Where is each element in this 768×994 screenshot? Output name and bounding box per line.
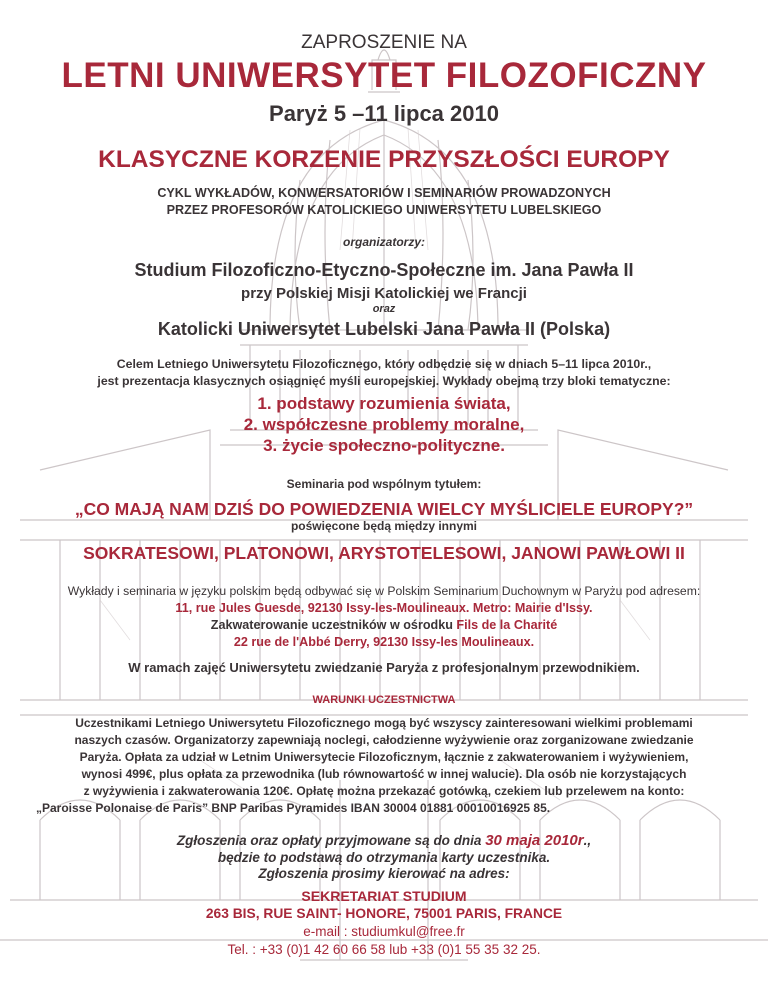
contact-address: 263 BIS, RUE SAINT- HONORE, 75001 PARIS, FRANCE: [205, 906, 563, 921]
aim-line2: jest prezentacja klasycznych osiągnięć myśli europejskiej. Wykłady obejmą trzy bloki tematyczne:: [97, 374, 671, 388]
seminars-dedication: poświęcone będą między innymi: [290, 519, 478, 533]
theme-subtitle-line2: PRZEZ PROFESORÓW KATOLICKIEGO UNIWERSYTETU LUBELSKIEGO: [166, 203, 602, 217]
philosophers-list: SOKRATESOWI, PLATONOWI, ARYSTOTELESOWI, JANOWI PAWŁOWI II: [83, 543, 685, 563]
organizer-1-location: przy Polskiej Misji Katolickiej we Francji: [241, 285, 527, 302]
topic-2: 2. współczesne problemy moralne,: [243, 415, 525, 434]
invite-label: ZAPROSZENIE NA: [301, 32, 467, 53]
conditions-line-1: Uczestnikami Letniego Uniwersytetu Filozoficznego mogą być wszyscy zainteresowani wielkimi problemami: [75, 716, 693, 730]
registration-line3: Zgłoszenia prosimy kierować na adres:: [258, 866, 510, 881]
lodging-prefix: Zakwaterowanie uczestników w ośrodku: [210, 618, 457, 632]
conditions-line-6: „Paroisse Polonaise de Paris” BNP Paribas Pyramides IBAN 30004 01881 00010016925 85.: [36, 801, 551, 815]
conditions-line-5: z wyżywienia i zakwaterowania 120€. Opłatę można przekazać gotówką, czekiem lub przelewem na konto:: [83, 784, 685, 798]
lodging-line: [0, 618, 768, 632]
theme-subtitle-line1: CYKL WYKŁADÓW, KONWERSATORIÓW I SEMINARIÓW PROWADZONYCH: [157, 186, 611, 200]
seminars-label: Seminaria pod wspólnym tytułem:: [286, 477, 482, 491]
organizer-2-name: Katolicki Uniwersytet Lubelski Jana Pawła II (Polska): [157, 319, 611, 339]
registration-line1: [0, 832, 768, 849]
organizers-label: organizatorzy:: [342, 235, 425, 249]
organizers-conjunction: oraz: [372, 303, 396, 315]
registration-deadline: 30 maja 2010r: [485, 832, 584, 849]
contact-email[interactable]: e-mail : studiumkul@free.fr: [303, 924, 465, 939]
theme-title: KLASYCZNE KORZENIE PRZYSZŁOŚCI EUROPY: [98, 146, 670, 173]
conditions-line-2: naszych czasów. Organizatorzy zapewniają noclegi, całodzienne wyżywienie oraz zorganizowane zwiedzanie: [74, 733, 694, 747]
registration-line2: będzie to podstawą do otrzymania karty uczestnika.: [217, 850, 551, 865]
lodging-name: Fils de la Charité: [456, 618, 558, 632]
contact-phone: Tel. : +33 (0)1 42 60 66 58 lub +33 (0)1 55 35 32 25.: [227, 942, 541, 957]
conditions-heading: WARUNKI UCZESTNICTWA: [312, 694, 456, 706]
venue-address: 11, rue Jules Guesde, 92130 Issy-les-Moulineaux. Metro: Mairie d'Issy.: [175, 601, 593, 615]
venue-intro: Wykłady i seminaria w języku polskim będą odbywać się w Polskim Seminarium Duchownym w Paryżu pod adresem:: [67, 584, 701, 598]
aim-line1: Celem Letniego Uniwersytetu Filozoficznego, który odbędzie się w dniach 5–11 lipca 2010r.,: [116, 357, 652, 371]
lodging-address: 22 rue de l'Abbé Derry, 92130 Issy-les Moulineaux.: [233, 635, 535, 649]
seminars-title: „CO MAJĄ NAM DZIŚ DO POWIEDZENIA WIELCY MYŚLICIELE EUROPY?”: [74, 499, 694, 519]
registration-suffix: .,: [583, 833, 592, 848]
contact-office: SEKRETARIAT STUDIUM: [301, 888, 467, 904]
event-dates: Paryż 5 –11 lipca 2010: [269, 101, 499, 126]
tour-note: W ramach zajęć Uniwersytetu zwiedzanie Paryża z profesjonalnym przewodnikiem.: [128, 660, 640, 675]
topic-3: 3. życie społeczno-polityczne.: [263, 436, 505, 455]
topic-1: 1. podstawy rozumienia świata,: [257, 394, 511, 413]
registration-prefix: Zgłoszenia oraz opłaty przyjmowane są do dnia: [176, 833, 486, 848]
conditions-line-3: Paryża. Opłata za udział w Letnim Uniwersytecie Filozoficznym, łącznie z zakwaterowaniem i wyżywieniem,: [79, 750, 689, 764]
event-title: LETNI UNIWERSYTET FILOZOFICZNY: [61, 56, 707, 95]
conditions-line-4: wynosi 499€, plus opłata za przewodnika (lub równowartość w innej walucie). Dla osób nie korzystających: [81, 767, 687, 781]
organizer-1-name: Studium Filozoficzno-Etyczno-Społeczne im. Jana Pawła II: [134, 260, 634, 280]
